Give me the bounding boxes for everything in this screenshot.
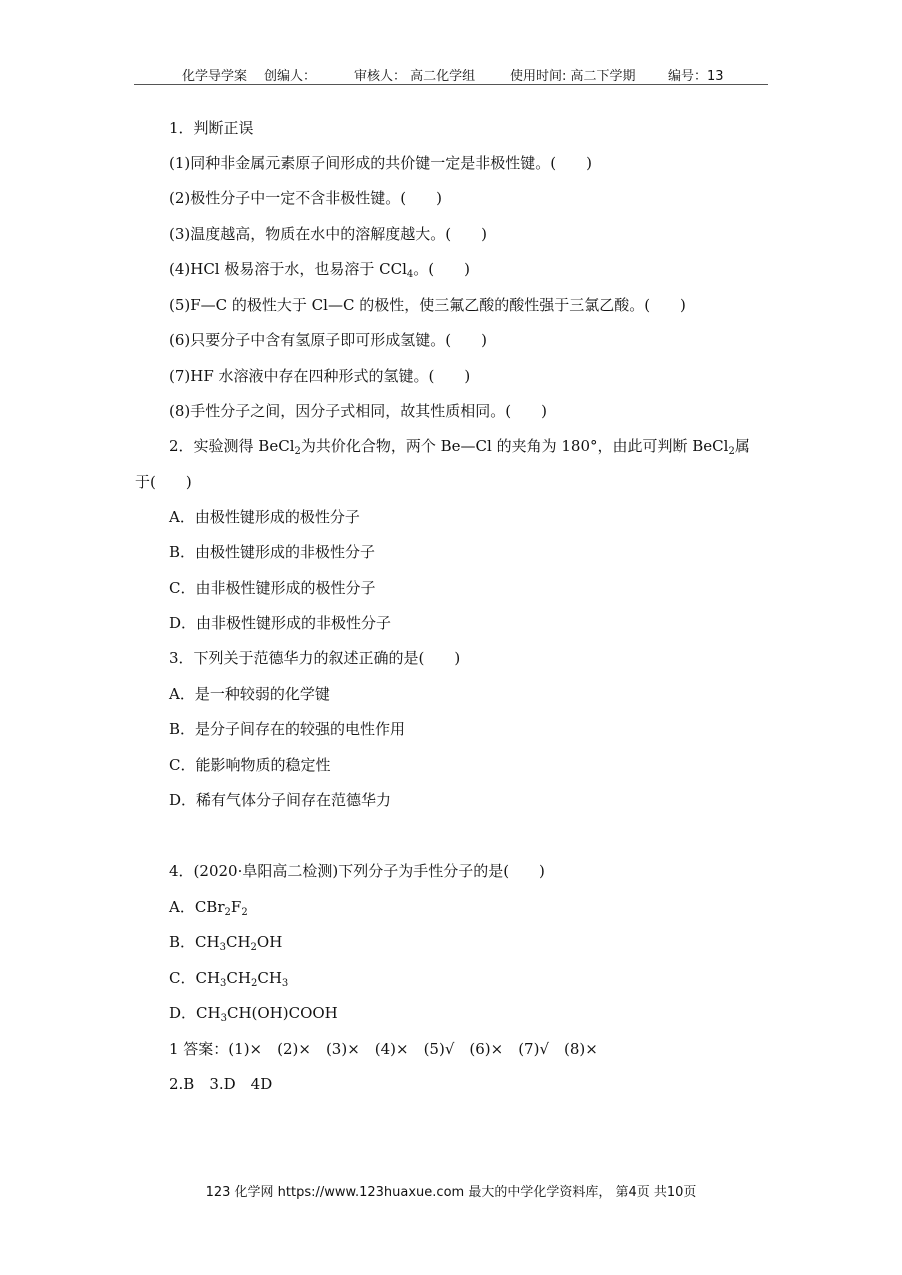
header-number: 编号：13 bbox=[668, 69, 724, 84]
q3-option-d: D．稀有气体分子间存在范德华力 bbox=[169, 791, 392, 809]
q4-stem: 4．(2020·阜阳高二检测)下列分子为手性分子的是( ) bbox=[169, 862, 545, 880]
header-subject: 化学导学案 bbox=[182, 69, 248, 84]
q2-option-d: D．由非极性键形成的非极性分子 bbox=[169, 614, 392, 632]
q2-option-b: B．由极性键形成的非极性分子 bbox=[169, 543, 376, 561]
q1-item-5: (5)F—C 的极性大于 Cl—C 的极性，使三氟乙酸的酸性强于三氯乙酸。( ) bbox=[169, 296, 686, 314]
q4-option-a: A．$CBr_2F_2$ bbox=[169, 898, 248, 918]
q1-item-3: (3)温度越高，物质在水中的溶解度越大。( ) bbox=[169, 225, 487, 243]
q4-option-d: D．$CH_3CH(OH)COOH$ bbox=[169, 1004, 338, 1024]
header-reviewer: 审核人： 高二化学组 bbox=[354, 69, 476, 84]
q4-option-b: B．$CH_3CH_2OH$ bbox=[169, 933, 283, 953]
q2-stem-cont: 于( ) bbox=[135, 473, 192, 491]
q1-item-8: (8)手性分子之间，因分子式相同，故其性质相同。( ) bbox=[169, 402, 547, 420]
q1-item-4: (4)HCl 极易溶于水，也易溶于 CCl$_4$。( ) bbox=[169, 260, 470, 280]
q3-option-b: B．是分子间存在的较强的电性作用 bbox=[169, 720, 406, 738]
q1-title: 1．判断正误 bbox=[169, 119, 254, 137]
answers-line-1: 1 答案：(1)× (2)× (3)× (4)× (5)√ (6)× (7)√ (8)× bbox=[169, 1040, 598, 1058]
page-header bbox=[134, 62, 768, 85]
q3-option-a: A．是一种较弱的化学键 bbox=[169, 685, 330, 703]
q1-item-2: (2)极性分子中一定不含非极性键。( ) bbox=[169, 189, 442, 207]
q1-item-1: (1)同种非金属元素原子间形成的共价键一定是非极性键。( ) bbox=[169, 154, 592, 172]
q3-option-c: C．能影响物质的稳定性 bbox=[169, 756, 331, 774]
header-author: 创编人： bbox=[264, 69, 317, 84]
q3-stem: 3．下列关于范德华力的叙述正确的是( ) bbox=[169, 649, 461, 667]
q1-item-6: (6)只要分子中含有氢原子即可形成氢键。( ) bbox=[169, 331, 487, 349]
answers-line-2: 2.B 3.D 4D bbox=[169, 1075, 273, 1093]
q1-item-7: (7)HF 水溶液中存在四种形式的氢键。( ) bbox=[169, 367, 471, 385]
page-footer: 123 化学网 https://www.123huaxue.com 最大的中学化学资料库， 第4页 共10页 bbox=[205, 1185, 697, 1200]
q2-stem: 2．实验测得 BeCl$_2$为共价化合物，两个 Be—Cl 的夹角为 180°，由此可判断 BeCl$_2$属 bbox=[169, 437, 750, 457]
q2-option-c: C．由非极性键形成的极性分子 bbox=[169, 579, 376, 597]
q4-option-c: C．$CH_3CH_2CH_3$ bbox=[169, 969, 289, 989]
q2-option-a: A．由极性键形成的极性分子 bbox=[169, 508, 360, 526]
header-time: 使用时间: 高二下学期 bbox=[510, 69, 636, 84]
